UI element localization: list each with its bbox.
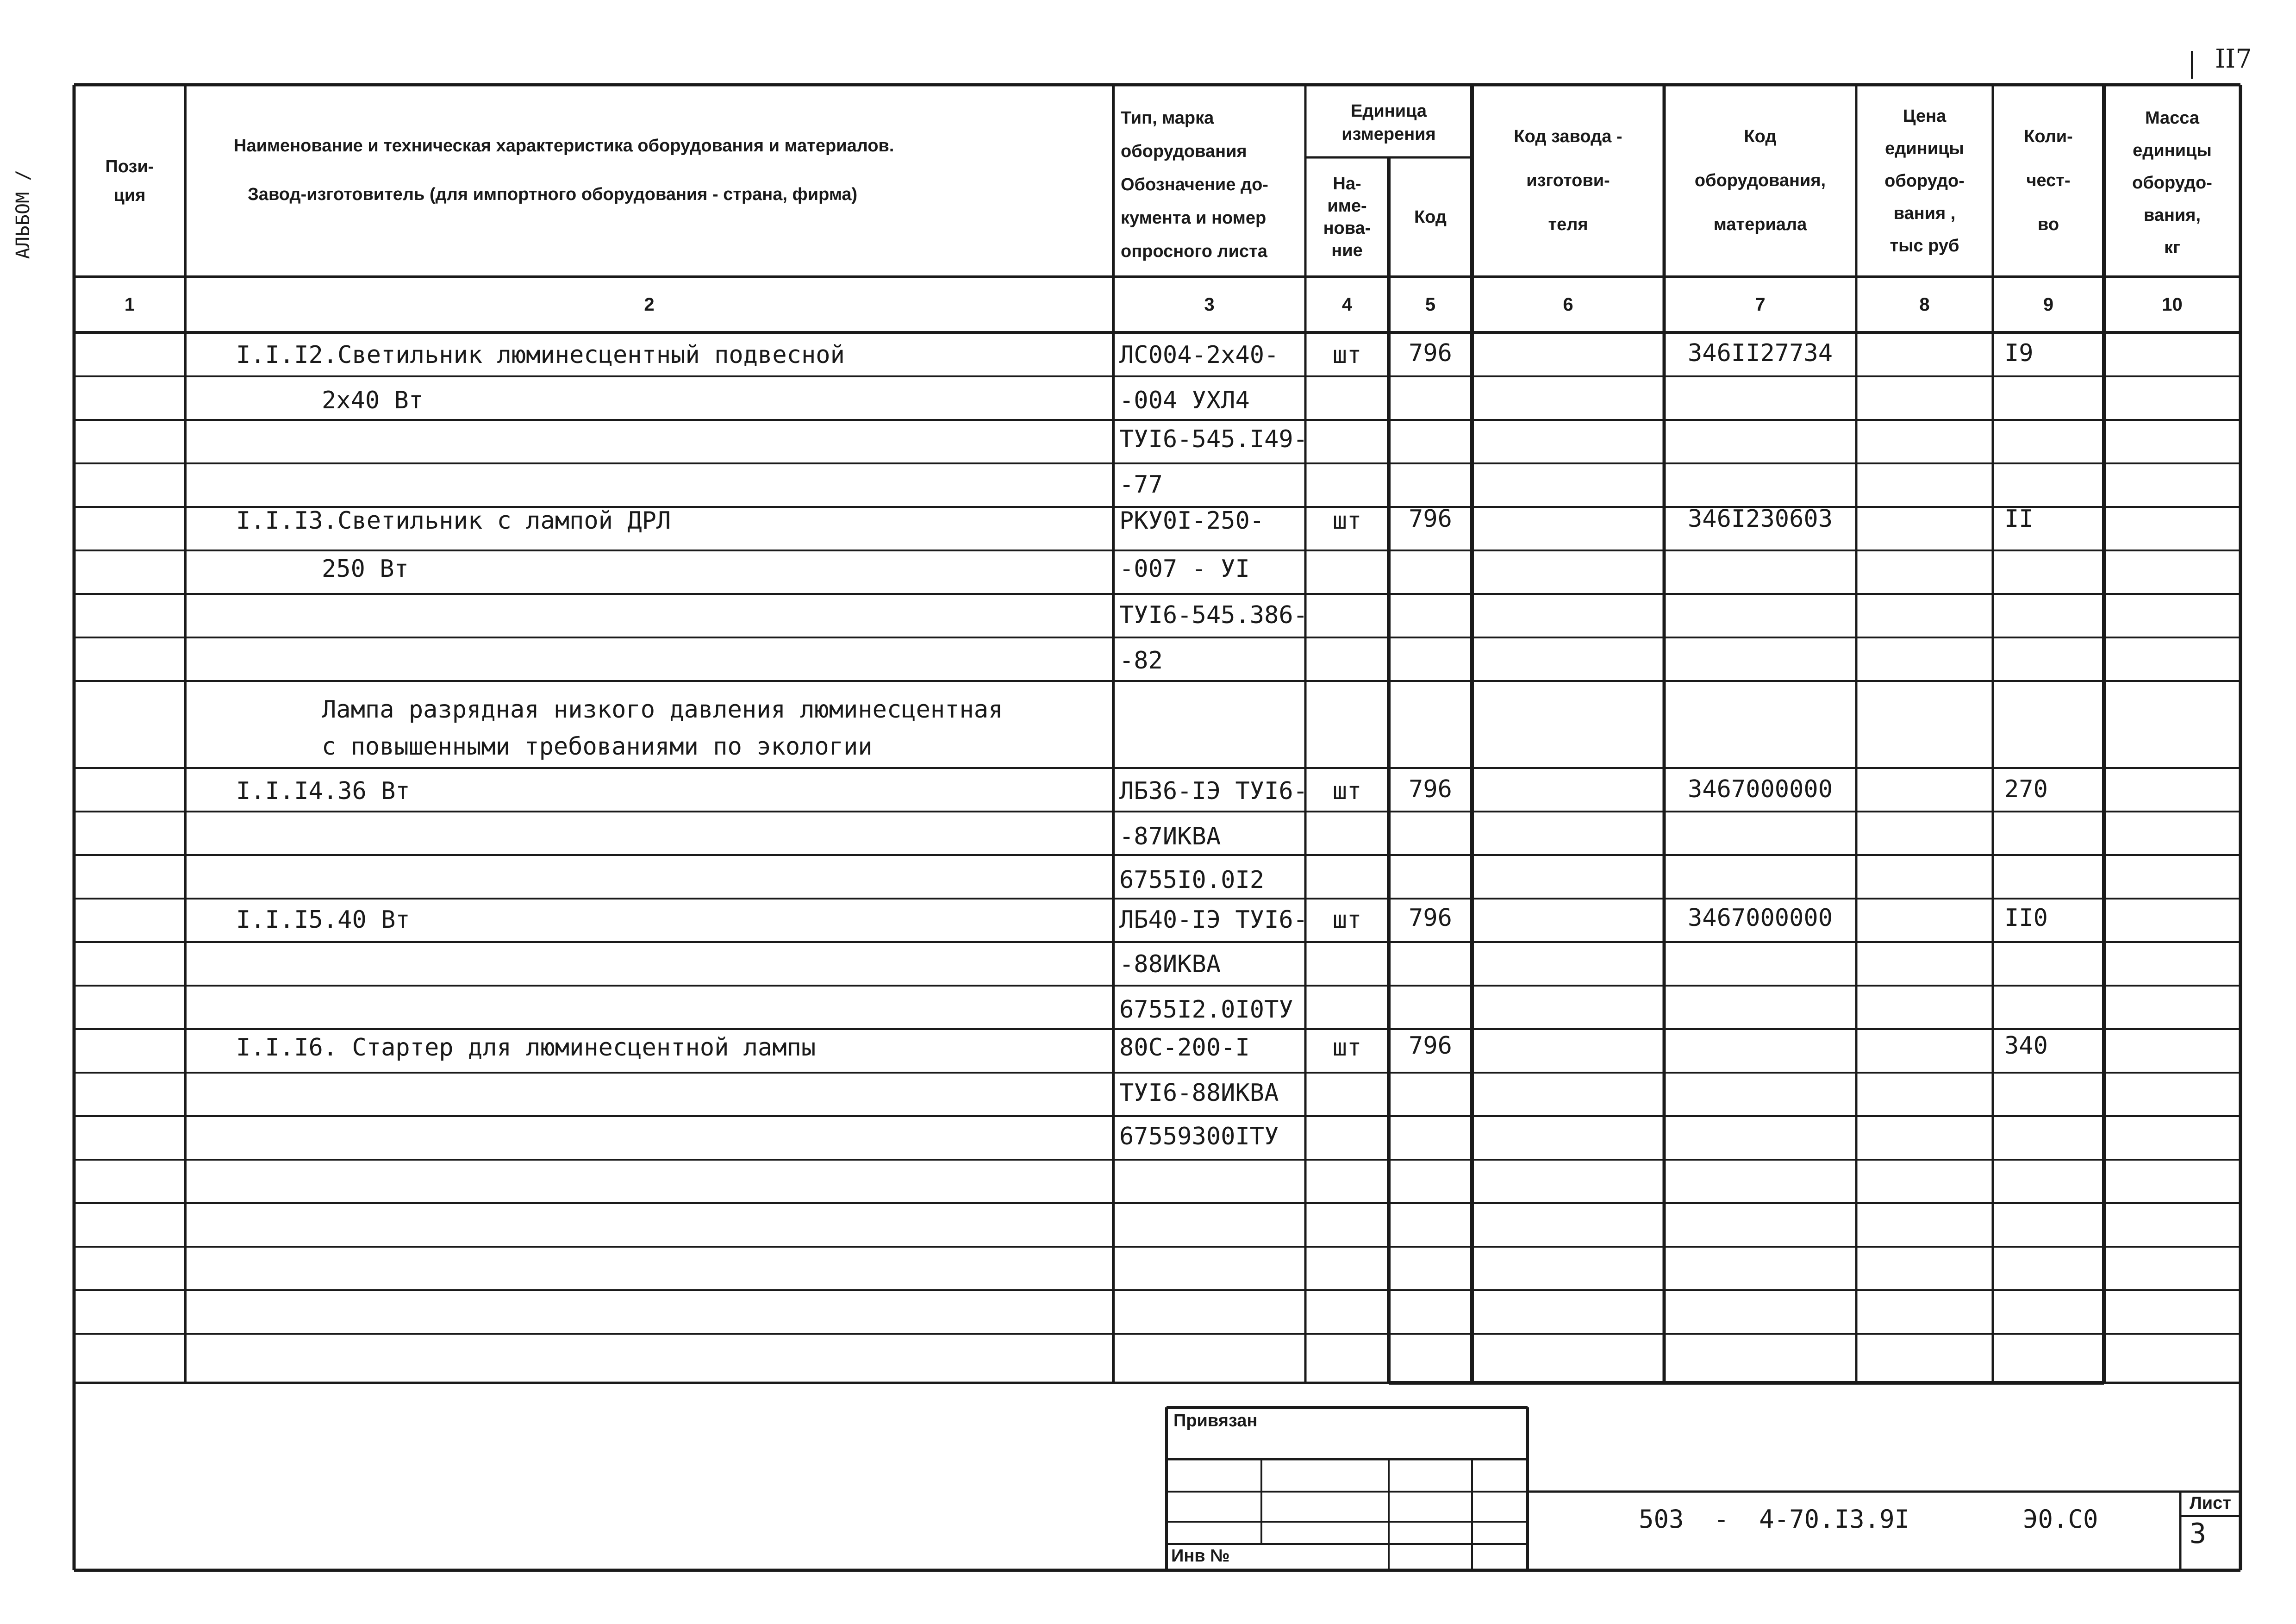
page-number: II7 xyxy=(2215,44,2252,74)
col-number-5: 5 xyxy=(1425,294,1436,315)
stamp-section-code: Э0.С0 xyxy=(2023,1505,2098,1534)
col-number-7: 7 xyxy=(1755,294,1766,315)
stamp-sheet-number: 3 xyxy=(2190,1518,2207,1550)
row-unit-code: 796 xyxy=(1409,1032,1452,1060)
row-equipment-code: 346II27734 xyxy=(1687,339,1833,367)
header-price: Цена единицы оборудо- вания , тыс руб xyxy=(1884,106,1965,256)
row-type: ТУI6-545.386- xyxy=(1119,601,1308,629)
col-number-9: 9 xyxy=(2043,294,2054,315)
stamp-document-code: 503 - 4-70.I3.9I xyxy=(1639,1505,1910,1534)
row-quantity: I9 xyxy=(2004,339,2034,367)
row-name: I.I.I5.40 Вт xyxy=(236,906,410,934)
col-number-2: 2 xyxy=(644,294,655,315)
row-equipment-code: 3467000000 xyxy=(1687,904,1833,932)
row-type: ТУI6-88ИКВА xyxy=(1119,1079,1279,1107)
row-name: 250 Вт xyxy=(322,555,409,583)
header-name-line1: Наименование и техническая характеристика оборудования и материалов. xyxy=(234,136,894,156)
row-name: Лампа разрядная низкого давления люминесцентная xyxy=(322,696,1003,724)
row-quantity: 270 xyxy=(2004,775,2048,803)
row-type: ЛС004-2х40- xyxy=(1119,341,1279,369)
row-type: ТУI6-545.I49- xyxy=(1119,425,1308,453)
row-type: РКУ0I-250- xyxy=(1119,507,1265,535)
row-unit: шт xyxy=(1332,507,1362,535)
col-number-8: 8 xyxy=(1919,294,1930,315)
row-unit: шт xyxy=(1332,341,1362,369)
header-quantity: Коли- чест- во xyxy=(2024,127,2073,234)
col-number-4: 4 xyxy=(1341,294,1353,315)
row-unit: шт xyxy=(1332,777,1362,805)
row-name: I.I.I2.Светильник люминесцентный подвесной xyxy=(236,341,845,369)
row-equipment-code: 346I230603 xyxy=(1687,505,1833,533)
header-mass: Масса единицы оборудо- вания, кг xyxy=(2132,108,2212,257)
row-unit-code: 796 xyxy=(1409,775,1452,803)
row-type: -82 xyxy=(1119,647,1163,675)
row-name: I.I.I3.Светильник с лампой ДРЛ xyxy=(236,507,671,535)
col-number-6: 6 xyxy=(1563,294,1573,315)
row-unit-code: 796 xyxy=(1409,339,1452,367)
header-name-line2: Завод-изготовитель (для импортного оборудования - страна, фирма) xyxy=(248,185,858,204)
header-type: Тип, марка оборудования Обозначение до- кумента и номер опросного листа xyxy=(1121,108,1268,261)
row-quantity: 340 xyxy=(2004,1032,2048,1060)
stamp-bound-label: Привязан xyxy=(1173,1411,1258,1430)
col-number-10: 10 xyxy=(2162,294,2183,315)
row-type: ЛБ36-IЭ ТУI6- xyxy=(1119,777,1308,805)
stamp-inv-label: Инв № xyxy=(1171,1546,1230,1566)
row-type: -77 xyxy=(1119,471,1163,499)
row-unit-code: 796 xyxy=(1409,904,1452,932)
row-name: I.I.I6. Стартер для люминесцентной лампы xyxy=(236,1034,816,1062)
col-number-3: 3 xyxy=(1204,294,1215,315)
row-unit: шт xyxy=(1332,1034,1362,1062)
stamp-sheet-label: Лист xyxy=(2190,1493,2231,1513)
row-unit-code: 796 xyxy=(1409,505,1452,533)
row-type: 6755I2.0I0ТУ xyxy=(1119,996,1293,1024)
row-type: ЛБ40-IЭ ТУI6- xyxy=(1119,906,1308,934)
row-name: 2х40 Вт xyxy=(322,387,424,414)
row-type: -007 - УI xyxy=(1119,555,1250,583)
row-quantity: II0 xyxy=(2004,904,2048,932)
header-unit: Единица измерения xyxy=(1341,101,1436,144)
side-label: АЛЬБОМ / xyxy=(12,169,34,259)
row-type: -004 УХЛ4 xyxy=(1119,387,1250,414)
row-type: 67559300IТУ xyxy=(1119,1123,1279,1150)
row-type: -88ИКВА xyxy=(1119,950,1221,978)
row-name-continued: с повышенными требованиями по экологии xyxy=(322,733,873,761)
row-equipment-code: 3467000000 xyxy=(1687,775,1833,803)
header-equipment-code: Код оборудования, материала xyxy=(1694,127,1826,234)
row-quantity: II xyxy=(2004,505,2034,533)
header-plant-code: Код завода - изготови- теля xyxy=(1514,127,1622,234)
row-type: 6755I0.0I2 xyxy=(1119,866,1265,894)
header-unit-code: Код xyxy=(1414,207,1447,227)
header-position: Пози- ция xyxy=(105,156,154,205)
header-unit-name: На- име- нова- ние xyxy=(1323,174,1371,260)
row-type: -87ИКВА xyxy=(1119,823,1221,850)
col-number-1: 1 xyxy=(124,294,135,315)
row-type: 80С-200-I xyxy=(1119,1034,1250,1062)
row-name: I.I.I4.36 Вт xyxy=(236,777,410,805)
row-unit: шт xyxy=(1332,906,1362,934)
